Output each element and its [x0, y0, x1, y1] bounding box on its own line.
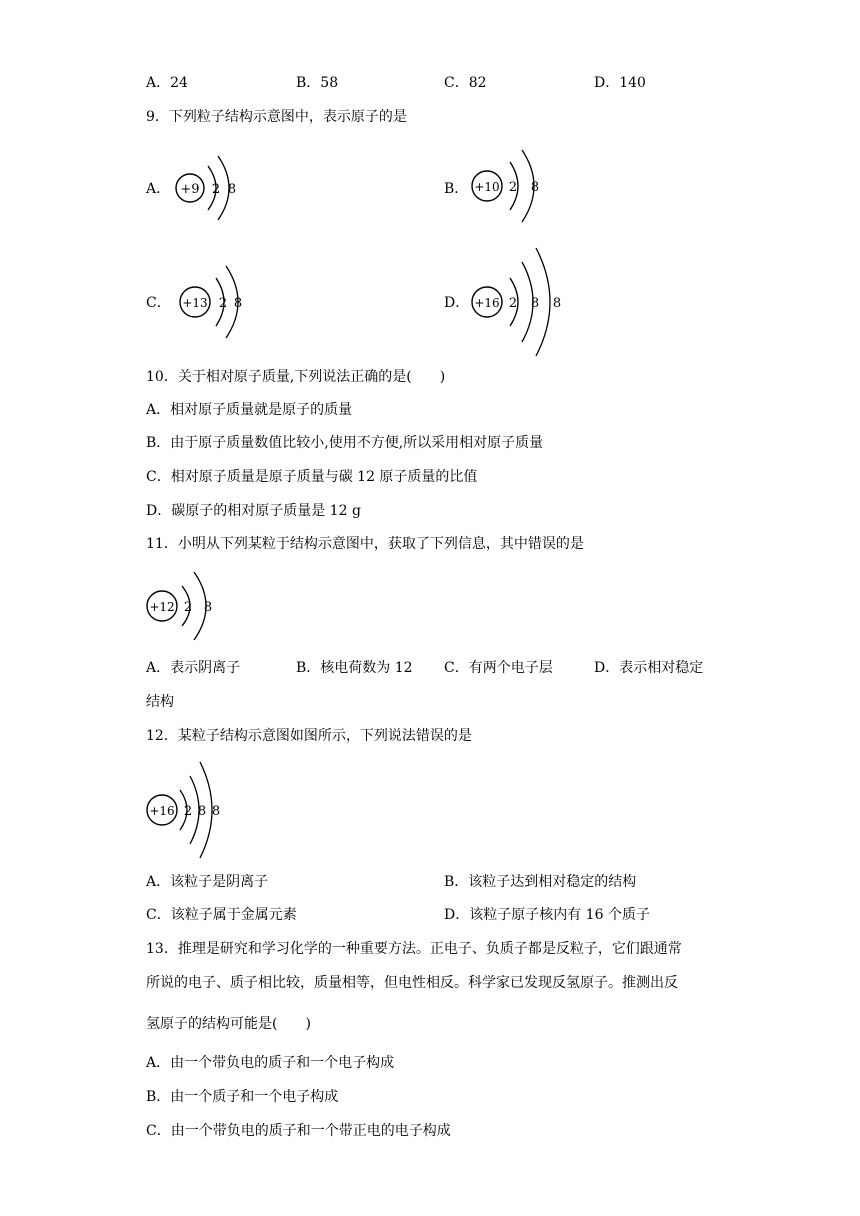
q8-option-d: D．140 — [594, 75, 646, 91]
q9-a-shell-2: 8 — [227, 182, 237, 197]
q13-option-a: A．由一个带负电的质子和一个电子构成 — [146, 1055, 395, 1071]
q13-stem-line-1: 13．推理是研究和学习化学的一种重要方法。正电子、负质子都是反粒子，它们跟通常 — [146, 941, 682, 957]
q13-option-b: B．由一个质子和一个电子构成 — [146, 1089, 339, 1105]
q11-option-a: A．表示阴离子 — [146, 660, 241, 676]
q11-option-b: B．核电荷数为 12 — [296, 660, 413, 676]
q9-d-shell-2: 8 — [530, 296, 540, 311]
q9-option-d-label: D． — [444, 295, 470, 311]
q13-option-c: C．由一个带负电的质子和一个带正电的电子构成 — [146, 1123, 451, 1139]
q11-option-d: D．表示相对稳定 — [594, 660, 704, 676]
q9-d-shell-1: 2 — [508, 296, 518, 311]
q8-option-b: B．58 — [296, 75, 339, 91]
q13-stem-line-2: 所说的电子、质子相比较，质量相等，但电性相反。科学家已发现反氢原子。推测出反 — [146, 975, 678, 991]
q12-shell-3: 8 — [211, 804, 221, 819]
q9-option-b-diagram — [468, 148, 552, 224]
q12-nucleus: +16 — [149, 804, 175, 818]
q9-option-a-label: A． — [146, 181, 171, 197]
q9-option-c-diagram — [176, 262, 260, 342]
q10-option-c: C．相对原子质量是原子质量与碳 12 原子质量的比值 — [146, 469, 478, 485]
q9-option-c-label: C． — [146, 295, 171, 311]
q8-option-c: C．82 — [444, 75, 487, 91]
q12-option-d: D．该粒子原子核内有 16 个质子 — [444, 907, 650, 923]
q10-option-d: D．碳原子的相对原子质量是 12 g — [146, 503, 361, 519]
q11-stem: 11．小明从下列某粒于结构示意图中，获取了下列信息，其中错误的是 — [146, 536, 584, 552]
q10-option-b: B．由于原子质量数值比较小,使用不方便,所以采用相对原子质量 — [146, 435, 544, 451]
q11-option-c: C．有两个电子层 — [444, 660, 553, 676]
q12-option-b: B．该粒子达到相对稳定的结构 — [444, 874, 637, 890]
q11-shell-2: 8 — [203, 600, 213, 615]
q9-b-shell-1: 2 — [508, 180, 518, 195]
q9-stem: 9．下列粒子结构示意图中，表示原子的是 — [146, 109, 407, 125]
q9-a-nucleus: +9 — [180, 182, 200, 197]
q9-b-shell-2: 8 — [530, 180, 540, 195]
q13-stem-line-3: 氢原子的结构可能是( ) — [146, 1016, 311, 1032]
q9-b-nucleus: +10 — [474, 180, 500, 194]
q11-shell-1: 2 — [183, 600, 193, 615]
q9-d-nucleus: +16 — [474, 296, 500, 310]
q12-shell-1: 2 — [183, 804, 193, 819]
q11-option-d-wrap: 结构 — [146, 694, 174, 710]
q9-option-b-label: B． — [444, 181, 469, 197]
q10-stem: 10．关于相对原子质量,下列说法正确的是( ) — [146, 369, 446, 385]
q12-shell-2: 8 — [197, 804, 207, 819]
q12-diagram — [144, 760, 234, 860]
q9-d-shell-3: 8 — [552, 296, 562, 311]
q10-option-a: A．相对原子质量就是原子的质量 — [146, 402, 353, 418]
q12-stem: 12．某粒子结构示意图如图所示，下列说法错误的是 — [146, 728, 472, 744]
q8-option-a: A．24 — [146, 75, 188, 91]
q11-diagram — [144, 568, 228, 644]
q9-a-shell-1: 2 — [211, 182, 221, 197]
q9-c-nucleus: +13 — [182, 296, 208, 310]
q9-c-shell-2: 8 — [233, 296, 243, 311]
q12-option-c: C．该粒子属于金属元素 — [146, 907, 297, 923]
q12-option-a: A．该粒子是阴离子 — [146, 874, 269, 890]
q9-c-shell-1: 2 — [218, 296, 228, 311]
q9-option-d-diagram — [468, 246, 572, 358]
q11-nucleus: +12 — [149, 600, 175, 614]
q9-option-a-diagram — [172, 150, 252, 226]
